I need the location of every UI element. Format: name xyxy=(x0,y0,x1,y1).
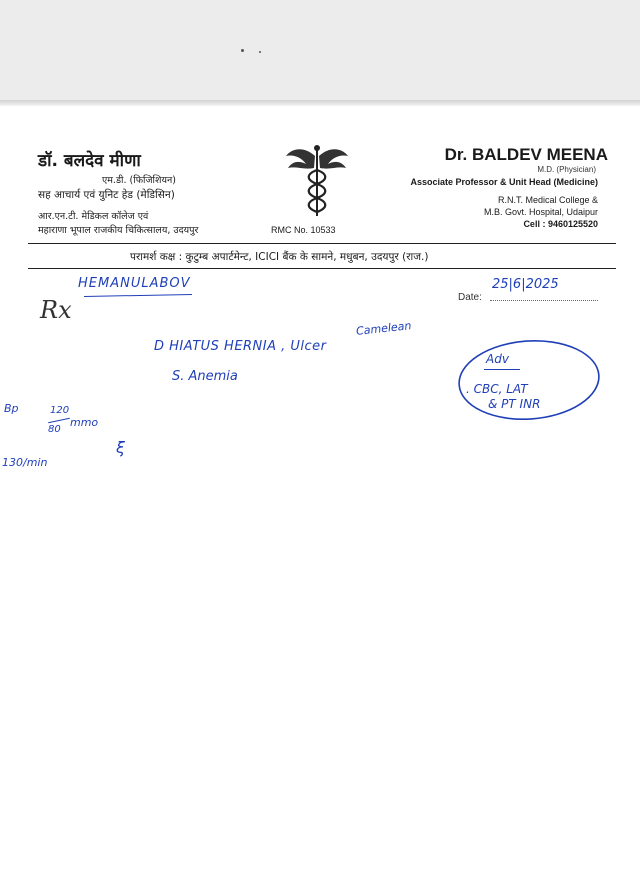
diagnosis-note: Camelean xyxy=(355,319,412,338)
diagnosis-line-2: S. Anemia xyxy=(172,369,238,384)
rx-symbol: Rx xyxy=(40,296,72,324)
handwritten-mark: ξ xyxy=(116,438,125,457)
date-label: Date: xyxy=(458,292,482,303)
rmc-number: RMC No. 10533 xyxy=(271,225,336,235)
bp-systolic: 120 xyxy=(50,405,70,416)
date-value: 25|6|2025 xyxy=(492,277,559,292)
cell-number: Cell : 9460125520 xyxy=(523,219,598,229)
designation-english: Associate Professor & Unit Head (Medicine) xyxy=(410,177,598,187)
advice-title-underline xyxy=(484,369,520,370)
doctor-name-english: Dr. BALDEV MEENA xyxy=(444,145,608,164)
college-hindi: आर.एन.टी. मेडिकल कॉलेज एवं xyxy=(38,211,149,222)
date-line xyxy=(490,300,598,301)
scan-speck xyxy=(259,51,261,53)
doctor-name-hindi: डॉ. बलदेव मीणा xyxy=(38,151,141,171)
hospital-english: M.B. Govt. Hospital, Udaipur xyxy=(483,207,598,217)
consultation-address: परामर्श कक्ष : कुटुम्ब अपार्टमेन्ट, ICICI बैंक के सामने, मधुबन, उदयपुर (राज.) xyxy=(130,251,429,263)
college-english: R.N.T. Medical College & xyxy=(497,195,598,205)
diagnosis-line-1: D HIATUS HERNIA , Ulcer xyxy=(154,339,327,354)
pulse-rate: 130/min xyxy=(2,456,48,469)
caduceus-logo xyxy=(284,142,350,218)
header-rule-top xyxy=(28,243,616,244)
bp-diastolic: 80 xyxy=(48,424,61,435)
advice-title: Adv xyxy=(486,352,509,366)
advice-line-2: & PT INR xyxy=(488,397,541,411)
advice-line-1: . CBC, LAT xyxy=(466,382,528,396)
degree-hindi: एम.डी. (फिजिशियन) xyxy=(102,175,176,186)
designation-hindi: सह आचार्य एवं युनिट हेड (मेडिसिन) xyxy=(38,189,175,201)
patient-name: HEMANULABOV xyxy=(78,276,191,291)
scan-background-top xyxy=(0,0,640,106)
bp-label: Bp xyxy=(4,402,19,415)
hospital-hindi: महाराणा भूपाल राजकीय चिकित्सालय, उदयपुर xyxy=(38,225,199,236)
degree-english: M.D. (Physician) xyxy=(537,165,596,174)
header-rule-bottom xyxy=(28,268,616,269)
bp-unit: mmo xyxy=(70,416,99,429)
scan-speck xyxy=(241,49,244,52)
